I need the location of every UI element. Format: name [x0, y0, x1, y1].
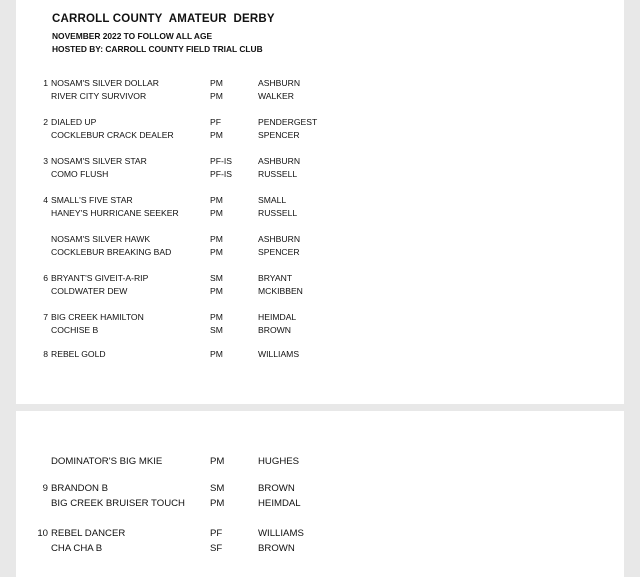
dog-class: PM — [210, 286, 223, 296]
handler-name: HEIMDAL — [258, 312, 297, 322]
entry-row — [16, 273, 624, 285]
handler-name: BROWN — [258, 325, 291, 335]
entry-row — [16, 543, 624, 555]
entry-row — [16, 156, 624, 168]
dog-name: REBEL DANCER — [51, 528, 126, 539]
dog-class: PM — [210, 91, 223, 101]
entry-row — [16, 286, 624, 298]
handler-name: WILLIAMS — [258, 528, 304, 539]
dog-name: SMALL'S FIVE STAR — [51, 195, 133, 205]
dog-name: BIG CREEK BRUISER TOUCH — [51, 498, 185, 509]
dog-class: PM — [210, 78, 223, 88]
handler-name: BRYANT — [258, 273, 293, 283]
handler-name: ASHBURN — [258, 234, 301, 244]
dog-name: BRYANT'S GIVEIT-A-RIP — [51, 273, 149, 283]
entry-row — [16, 169, 624, 181]
dog-class: SM — [210, 273, 223, 283]
dog-class: PM — [210, 130, 223, 140]
handler-name: SPENCER — [258, 247, 300, 257]
dog-class: SM — [210, 483, 225, 494]
entry-row — [16, 312, 624, 324]
dog-name: BRANDON B — [51, 483, 109, 494]
dog-class: PM — [210, 349, 223, 359]
dog-name: CHA CHA B — [51, 543, 103, 554]
entry-row — [16, 78, 624, 90]
brace-number: 4 — [43, 195, 48, 205]
brace-number: 2 — [43, 117, 48, 127]
handler-name: HUGHES — [258, 456, 300, 467]
dog-class: PM — [210, 498, 225, 509]
handler-name: SPENCER — [258, 130, 300, 140]
entry-row — [16, 483, 624, 495]
page-title: CARROLL COUNTY AMATEUR DERBY — [52, 13, 275, 25]
entry-row — [16, 208, 624, 220]
dog-class: SF — [210, 543, 223, 554]
brace-number: 10 — [37, 528, 48, 539]
handler-name: PENDERGEST — [258, 117, 318, 127]
handler-name: ASHBURN — [258, 78, 301, 88]
entry-row — [16, 117, 624, 129]
brace-number: 1 — [43, 78, 48, 88]
dog-class: PF-IS — [210, 156, 232, 166]
dog-name: COCKLEBUR BREAKING BAD — [51, 247, 172, 257]
dog-class: PM — [210, 195, 223, 205]
dog-class: PM — [210, 247, 223, 257]
dog-class: PM — [210, 312, 223, 322]
entry-row — [16, 234, 624, 246]
dog-name: DIALED UP — [51, 117, 97, 127]
brace-number: 7 — [43, 312, 48, 322]
entry-row — [16, 498, 624, 510]
dog-class: PM — [210, 208, 223, 218]
dog-name: COCKLEBUR CRACK DEALER — [51, 130, 174, 140]
brace-number: 3 — [43, 156, 48, 166]
dog-class: PF — [210, 117, 221, 127]
handler-name: WALKER — [258, 91, 294, 101]
handler-name: WILLIAMS — [258, 349, 300, 359]
entry-row — [16, 195, 624, 207]
dog-name: COMO FLUSH — [51, 169, 109, 179]
entry-row — [16, 247, 624, 259]
dog-name: COLDWATER DEW — [51, 286, 128, 296]
dog-name: COCHISE B — [51, 325, 99, 335]
handler-name: MCKIBBEN — [258, 286, 303, 296]
handler-name: RUSSELL — [258, 169, 298, 179]
dog-name: BIG CREEK HAMILTON — [51, 312, 144, 322]
dog-name: DOMINATOR'S BIG MKIE — [51, 456, 163, 467]
entry-row — [16, 456, 624, 468]
page-subtitle: NOVEMBER 2022 TO FOLLOW ALL AGE — [52, 31, 213, 41]
entry-row — [16, 528, 624, 540]
brace-number: 8 — [43, 349, 48, 359]
dog-class: PF — [210, 528, 223, 539]
dog-name: HANEY'S HURRICANE SEEKER — [51, 208, 179, 218]
entry-row — [16, 130, 624, 142]
handler-name: RUSSELL — [258, 208, 298, 218]
host-line: HOSTED BY: CARROLL COUNTY FIELD TRIAL CLUB — [52, 44, 263, 54]
handler-name: BROWN — [258, 483, 295, 494]
entry-row — [16, 91, 624, 103]
dog-class: PM — [210, 234, 223, 244]
dog-name: NOSAM'S SILVER HAWK — [51, 234, 151, 244]
handler-name: BROWN — [258, 543, 295, 554]
dog-name: REBEL GOLD — [51, 349, 106, 359]
handler-name: ASHBURN — [258, 156, 301, 166]
dog-name: RIVER CITY SURVIVOR — [51, 91, 147, 101]
dog-class: PM — [210, 456, 225, 467]
entry-row — [16, 349, 624, 361]
entry-row — [16, 325, 624, 337]
dog-name: NOSAM'S SILVER DOLLAR — [51, 78, 159, 88]
brace-number: 9 — [42, 483, 48, 494]
dog-class: PF-IS — [210, 169, 232, 179]
document-page-1 — [16, 0, 624, 404]
dog-class: SM — [210, 325, 223, 335]
dog-name: NOSAM'S SILVER STAR — [51, 156, 147, 166]
brace-number: 6 — [43, 273, 48, 283]
document-page-2 — [16, 411, 624, 577]
handler-name: SMALL — [258, 195, 287, 205]
handler-name: HEIMDAL — [258, 498, 301, 509]
